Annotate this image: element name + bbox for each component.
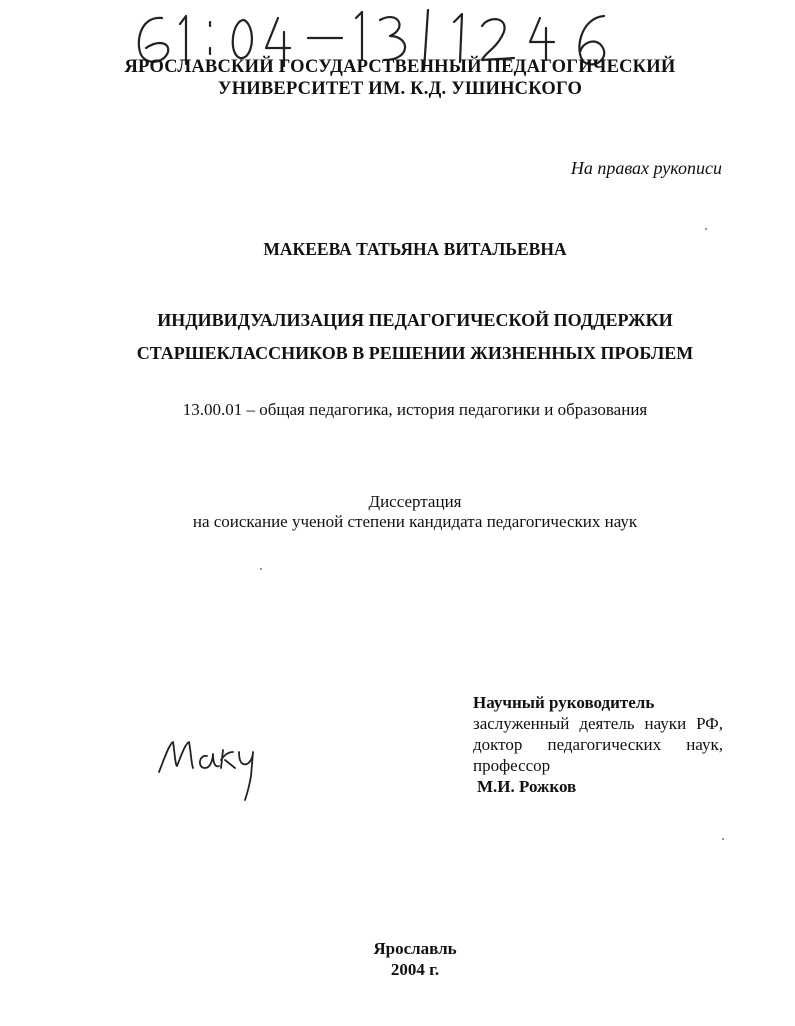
- university-name-line-2: УНИВЕРСИТЕТ ИМ. К.Д. УШИНСКОГО: [217, 79, 583, 99]
- scan-speck: [705, 228, 707, 230]
- university-name-line-1: ЯРОСЛАВСКИЙ ГОСУДАРСТВЕННЫЙ ПЕДАГОГИЧЕСКИЙ: [124, 57, 676, 77]
- scan-speck: [260, 568, 262, 570]
- publication-place: [0, 938, 795, 980]
- author-signature: [155, 722, 265, 802]
- supervisor-title-line-2: доктор педагогических наук,: [473, 735, 723, 754]
- dissertation-type-line-2: на соискание ученой степени кандидата педагогических наук: [192, 512, 638, 531]
- specialty-code: 13.00.01 – общая педагогика, история педагогики и образования: [182, 400, 648, 419]
- dissertation-title-line-2: СТАРШЕКЛАССНИКОВ В РЕШЕНИИ ЖИЗНЕННЫХ ПРОБЛЕМ: [136, 343, 694, 363]
- author-name: МАКЕЕВА ТАТЬЯНА ВИТАЛЬЕВНА: [263, 239, 567, 259]
- dissertation-type-line-1: Диссертация: [368, 492, 462, 511]
- supervisor-block: [473, 692, 723, 797]
- dissertation-title: [0, 304, 795, 370]
- supervisor-title-line-1: заслуженный деятель науки РФ,: [473, 714, 723, 733]
- city: Ярославль: [373, 939, 457, 958]
- year: 2004 г.: [390, 960, 440, 979]
- supervisor-name: М.И. Рожков: [477, 777, 577, 796]
- dissertation-type: [0, 492, 795, 532]
- university-name: [80, 56, 720, 100]
- dissertation-title-line-1: ИНДИВИДУАЛИЗАЦИЯ ПЕДАГОГИЧЕСКОЙ ПОДДЕРЖКИ: [157, 310, 673, 330]
- scan-speck: [722, 838, 724, 840]
- rights-note: На правах рукописи: [570, 158, 722, 178]
- supervisor-title-line-3: профессор: [473, 756, 551, 775]
- supervisor-heading: Научный руководитель: [473, 693, 655, 712]
